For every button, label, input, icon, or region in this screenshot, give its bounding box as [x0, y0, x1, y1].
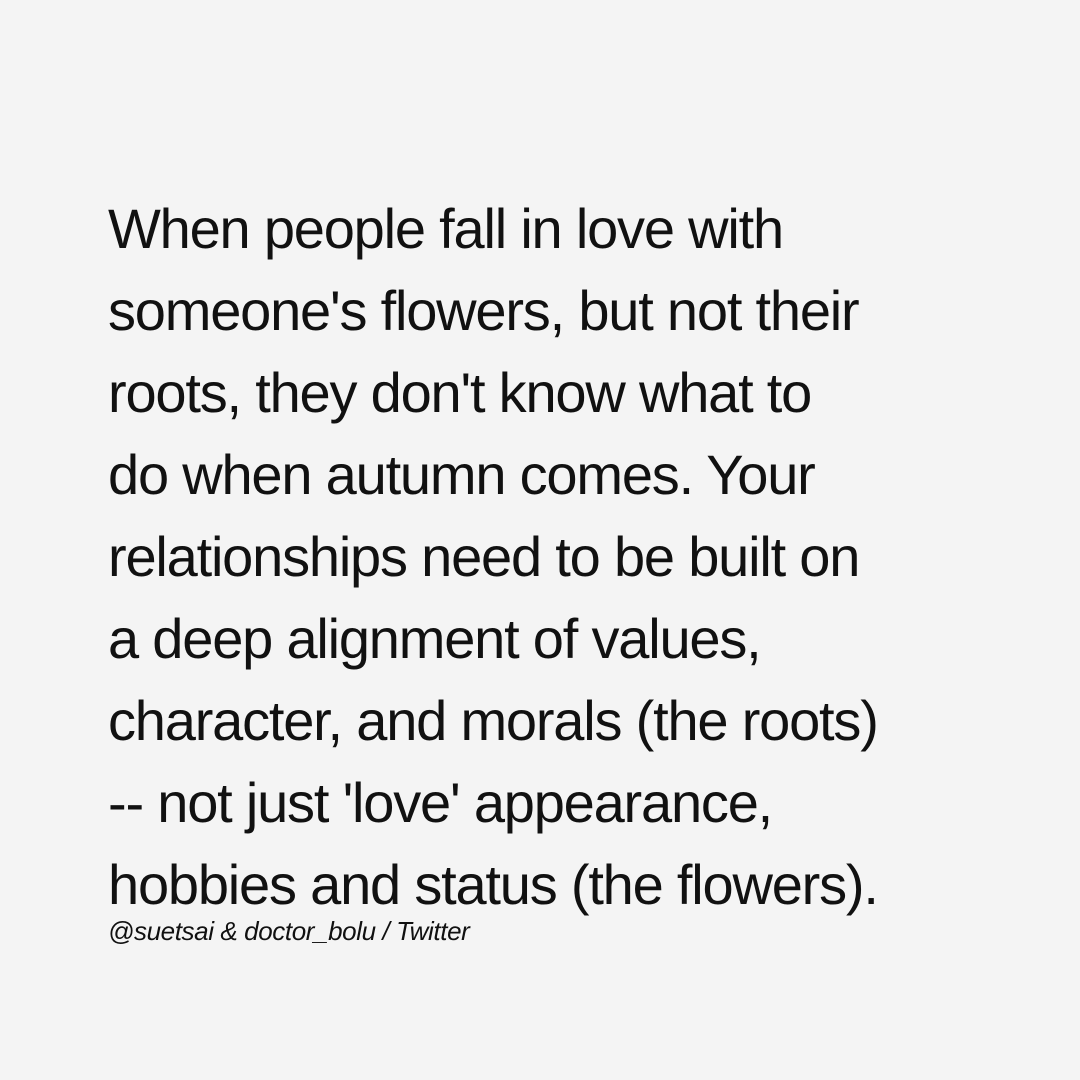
- quote-text: [108, 188, 1008, 926]
- quote-line-2: someone's flowers, but not their: [108, 279, 859, 342]
- attribution: @suetsai & doctor_bolu / Twitter: [108, 916, 470, 946]
- quote-line-1: When people fall in love with: [108, 197, 783, 260]
- quote-line-8: -- not just 'love' appearance,: [108, 771, 773, 834]
- quote-line-3: roots, they don't know what to: [108, 361, 812, 424]
- quote-line-9: hobbies and status (the flowers).: [108, 853, 878, 916]
- quote-line-4: do when autumn comes. Your: [108, 443, 815, 506]
- quote-line-5: relationships need to be built on: [108, 525, 860, 588]
- quote-line-6: a deep alignment of values,: [108, 607, 761, 670]
- quote-line-7: character, and morals (the roots): [108, 689, 878, 752]
